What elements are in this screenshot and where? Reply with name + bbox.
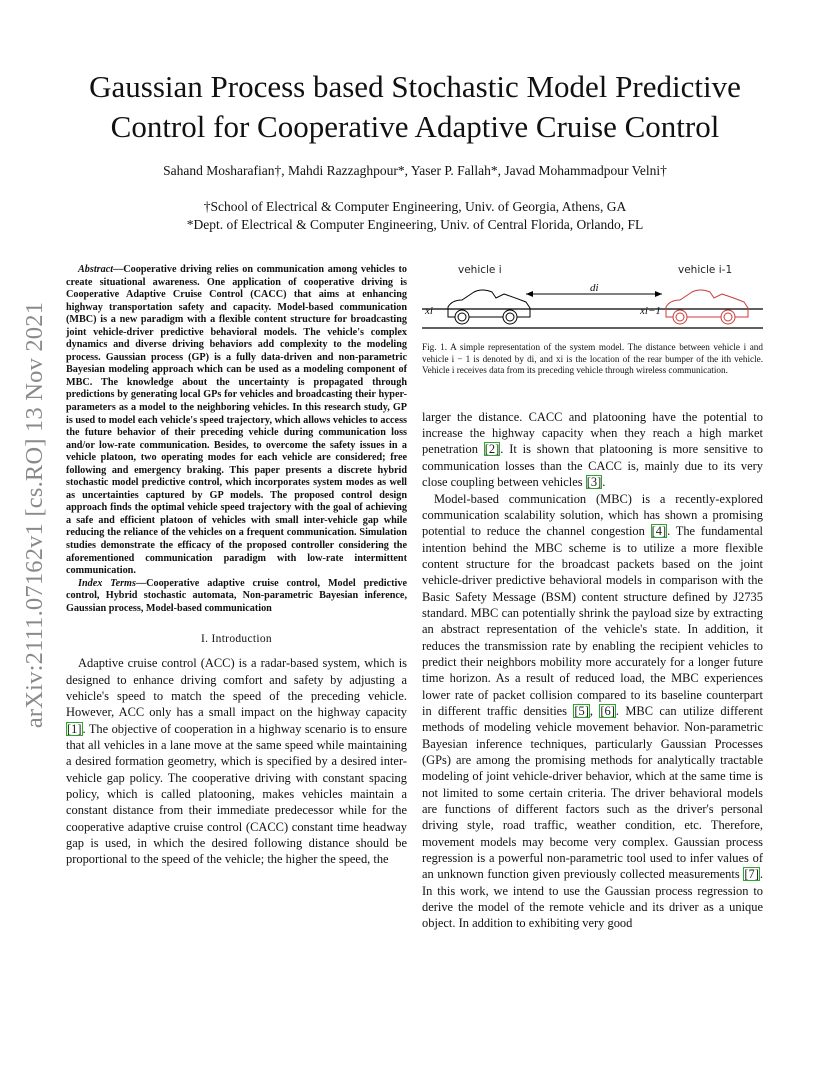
- figure-position-left: xi: [425, 305, 433, 317]
- paper-title: [40, 67, 790, 147]
- arxiv-sidebar: [20, 255, 50, 775]
- figure-1-system-model: [422, 262, 763, 334]
- car-icon-vehicle-i-minus-1: [666, 290, 748, 324]
- right-p2-separator: ,: [589, 703, 600, 718]
- affiliation-ucf: *Dept. of Electrical & Computer Engineering, Univ. of Central Florida, Orlando, FL: [186, 217, 644, 232]
- right-p2-text-c: . MBC can utilize different methods of modeling vehicle movement behavior. Non-parametric Bayesian inference techniques, particularly Gaussian Processes (GPs) are among the promising methods for analytically tractable modeling of joint vehicle-driver behavior, which at the same time is not limited to some certain criteria. The driver behavioral models are functions of different factors such as the driver's personal driving style, road traffic, weather condition, etc. Therefore, movement models may become very complex. Gaussian process regression is a powerful non-parametric tool used to infer values of an unknown function given previously collected measurements: [422, 703, 763, 882]
- affiliation-uga: †School of Electrical & Computer Engineering, Univ. of Georgia, Athens, GA: [203, 199, 627, 214]
- abstract: [66, 264, 407, 578]
- intro-p1-text-b: . The objective of cooperation in a highway scenario is to ensure that all vehicles in a lane move at the same speed while maintaining a desired formation geometry, which is specified by a desired inter-vehicle gap policy. The cooperative driving with constant spacing policy, which is called platooning, makes vehicles maintain a constant distance from their immediate predecessor while for the cooperative adaptive cruise control (CACC) constant time headway gap is used, in which the desired following distance should be proportional to the speed of the vehicle; the higher the speed, the: [66, 721, 407, 867]
- citation-link-7[interactable]: [7]: [744, 867, 759, 882]
- citation-link-5[interactable]: [5]: [574, 703, 589, 718]
- right-p1-text-b: . It is shown that platooning is more sensitive to communication losses than the CACC is, mainly due to its very close coupling between vehicles: [422, 442, 763, 490]
- intro-paragraph-3: [422, 491, 763, 932]
- figure-label-vehicle-i: vehicle i: [458, 264, 502, 276]
- arrow-right-head: [655, 291, 662, 297]
- intro-p1-text-a: Adaptive cruise control (ACC) is a radar-based system, which is designed to enhance driving comfort and safety by adjusting a vehicle's speed to match the speed of the preceding vehicle. However, ACC only has a small impact on the highway capacity: [66, 656, 407, 720]
- affiliations: [40, 198, 790, 234]
- right-p1-text-c: .: [602, 475, 606, 490]
- citation-link-3[interactable]: [3]: [586, 475, 602, 490]
- arxiv-identifier: arXiv:2111.07162v1 [cs.RO] 13 Nov 2021: [21, 301, 48, 729]
- intro-paragraph-2: [422, 409, 763, 491]
- index-terms: [66, 578, 407, 616]
- index-terms-text: —Cooperative adaptive cruise control, Model predictive control, Hybrid stochastic automata, Non-parametric Bayesian inference, Gaussian process, Model-based communication: [66, 577, 407, 614]
- citation-link-4[interactable]: [4]: [651, 524, 667, 539]
- abstract-lead: Abstract: [78, 264, 114, 275]
- figure-label-vehicle-i-minus-1: vehicle i-1: [678, 264, 733, 276]
- right-p2-text-b: . The fundamental intention behind the MBC scheme is to utilize a more flexible content structure for the broadcast packets based on the joint vehicle-driver predictive behavioral models in comparison with the Basic Safety Message (BSM) content structure defined by J2735 standard. MBC can potentially shrink the payload size by extracting an abstract representation of the vehicle's state. In addition, it reduces the transmission rate by enabling the recipient vehicles to predict their neighbors mobility more accurately for a longer future time horizon. As a result of reduced load, the MBC experiences lower rate of packet collision compared to its baseline counterpart in different traffic densities: [422, 524, 763, 718]
- right-p1-text-a: larger the distance. CACC and platooning have the potential to increase the highway capacity when they reach a high market penetration: [422, 409, 763, 457]
- title-line-2: Control for Cooperative Adaptive Cruise Control: [110, 109, 720, 144]
- index-terms-lead: Index Terms: [78, 577, 136, 589]
- citation-link-1[interactable]: [1]: [67, 721, 82, 736]
- author-list: Sahand Mosharafian†, Mahdi Razzaghpour*, Yaser P. Fallah*, Javad Mohammadpour Velni†: [163, 163, 667, 178]
- right-column-body: [422, 409, 763, 932]
- citation-link-6[interactable]: [6]: [600, 703, 615, 718]
- figure-1-caption: Fig. 1. A simple representation of the system model. The distance between vehicle i and vehicle i − 1 is denoted by di, and xi is the location of the rear bumper of the ith vehicle. Vehicle i receives data from its preceding vehicle through wireless communication.: [422, 342, 763, 376]
- arrow-left-head: [526, 291, 533, 297]
- right-p2-text-d: . In this work, we intend to use the Gaussian process regression to derive the model of the remote vehicle and its driver as a unique object. In addition to exhibiting very good: [422, 867, 763, 931]
- citation-link-2[interactable]: [2]: [484, 442, 500, 457]
- title-line-1: Gaussian Process based Stochastic Model Predictive: [89, 69, 741, 104]
- left-column: [66, 264, 407, 868]
- right-p2-text-a: Model-based communication (MBC) is a recently-explored communication scalability solution, which has shown a promising potential to reduce the channel congestion: [422, 491, 763, 539]
- abstract-text: —Cooperative driving relies on communication among vehicles to create situational awareness. One application of cooperative driving is Cooperative Adaptive Cruise Control (CACC) that aims at enhancing highway transportation safety and capacity. Model-based communication (MBC) is a new paradigm with a flexible content structure for broadcasting joint vehicle-driver predictive behavioral models. The vehicle's complex dynamics and diverse driving behaviors add complexity to the modeling process. Gaussian process (GP) is a fully data-driven and non-parametric Bayesian modeling approach which can be used as a modeling component of MBC. The knowledge about the uncertainty is propagated through predictions by generating local GPs for vehicles and broadcasting their hyper-parameters as a model to the neighboring vehicles. In this research study, GP is used to model each vehicle's speed trajectory, which allows vehicles to access the future behavior of their preceding vehicle during communication loss and/or low-rate communication. Besides, to overcome the safety issues in a vehicle platoon, two operating modes for each vehicle are considered; free following and emergency braking. This paper presents a discrete hybrid stochastic model predictive control, which incorporates system modes as well as uncertainties captured by GP models. The proposed control design approach finds the optimal vehicle speed trajectory with the goal of achieving a safe and efficient platoon of vehicles with small inter-vehicle gap while reducing the reliance of the vehicles on a frequent communication. Simulation studies demonstrate the efficacy of the proposed controller considering the aforementioned communication paradigm with low-rate intermittent communication.: [66, 264, 407, 577]
- right-column: [422, 262, 763, 932]
- figure-position-right: xi−1: [640, 305, 661, 317]
- section-heading-introduction: I. Introduction: [201, 633, 272, 646]
- figure-distance-label: di: [590, 282, 599, 294]
- intro-paragraph-1: [66, 655, 407, 867]
- car-icon-vehicle-i: [448, 290, 530, 324]
